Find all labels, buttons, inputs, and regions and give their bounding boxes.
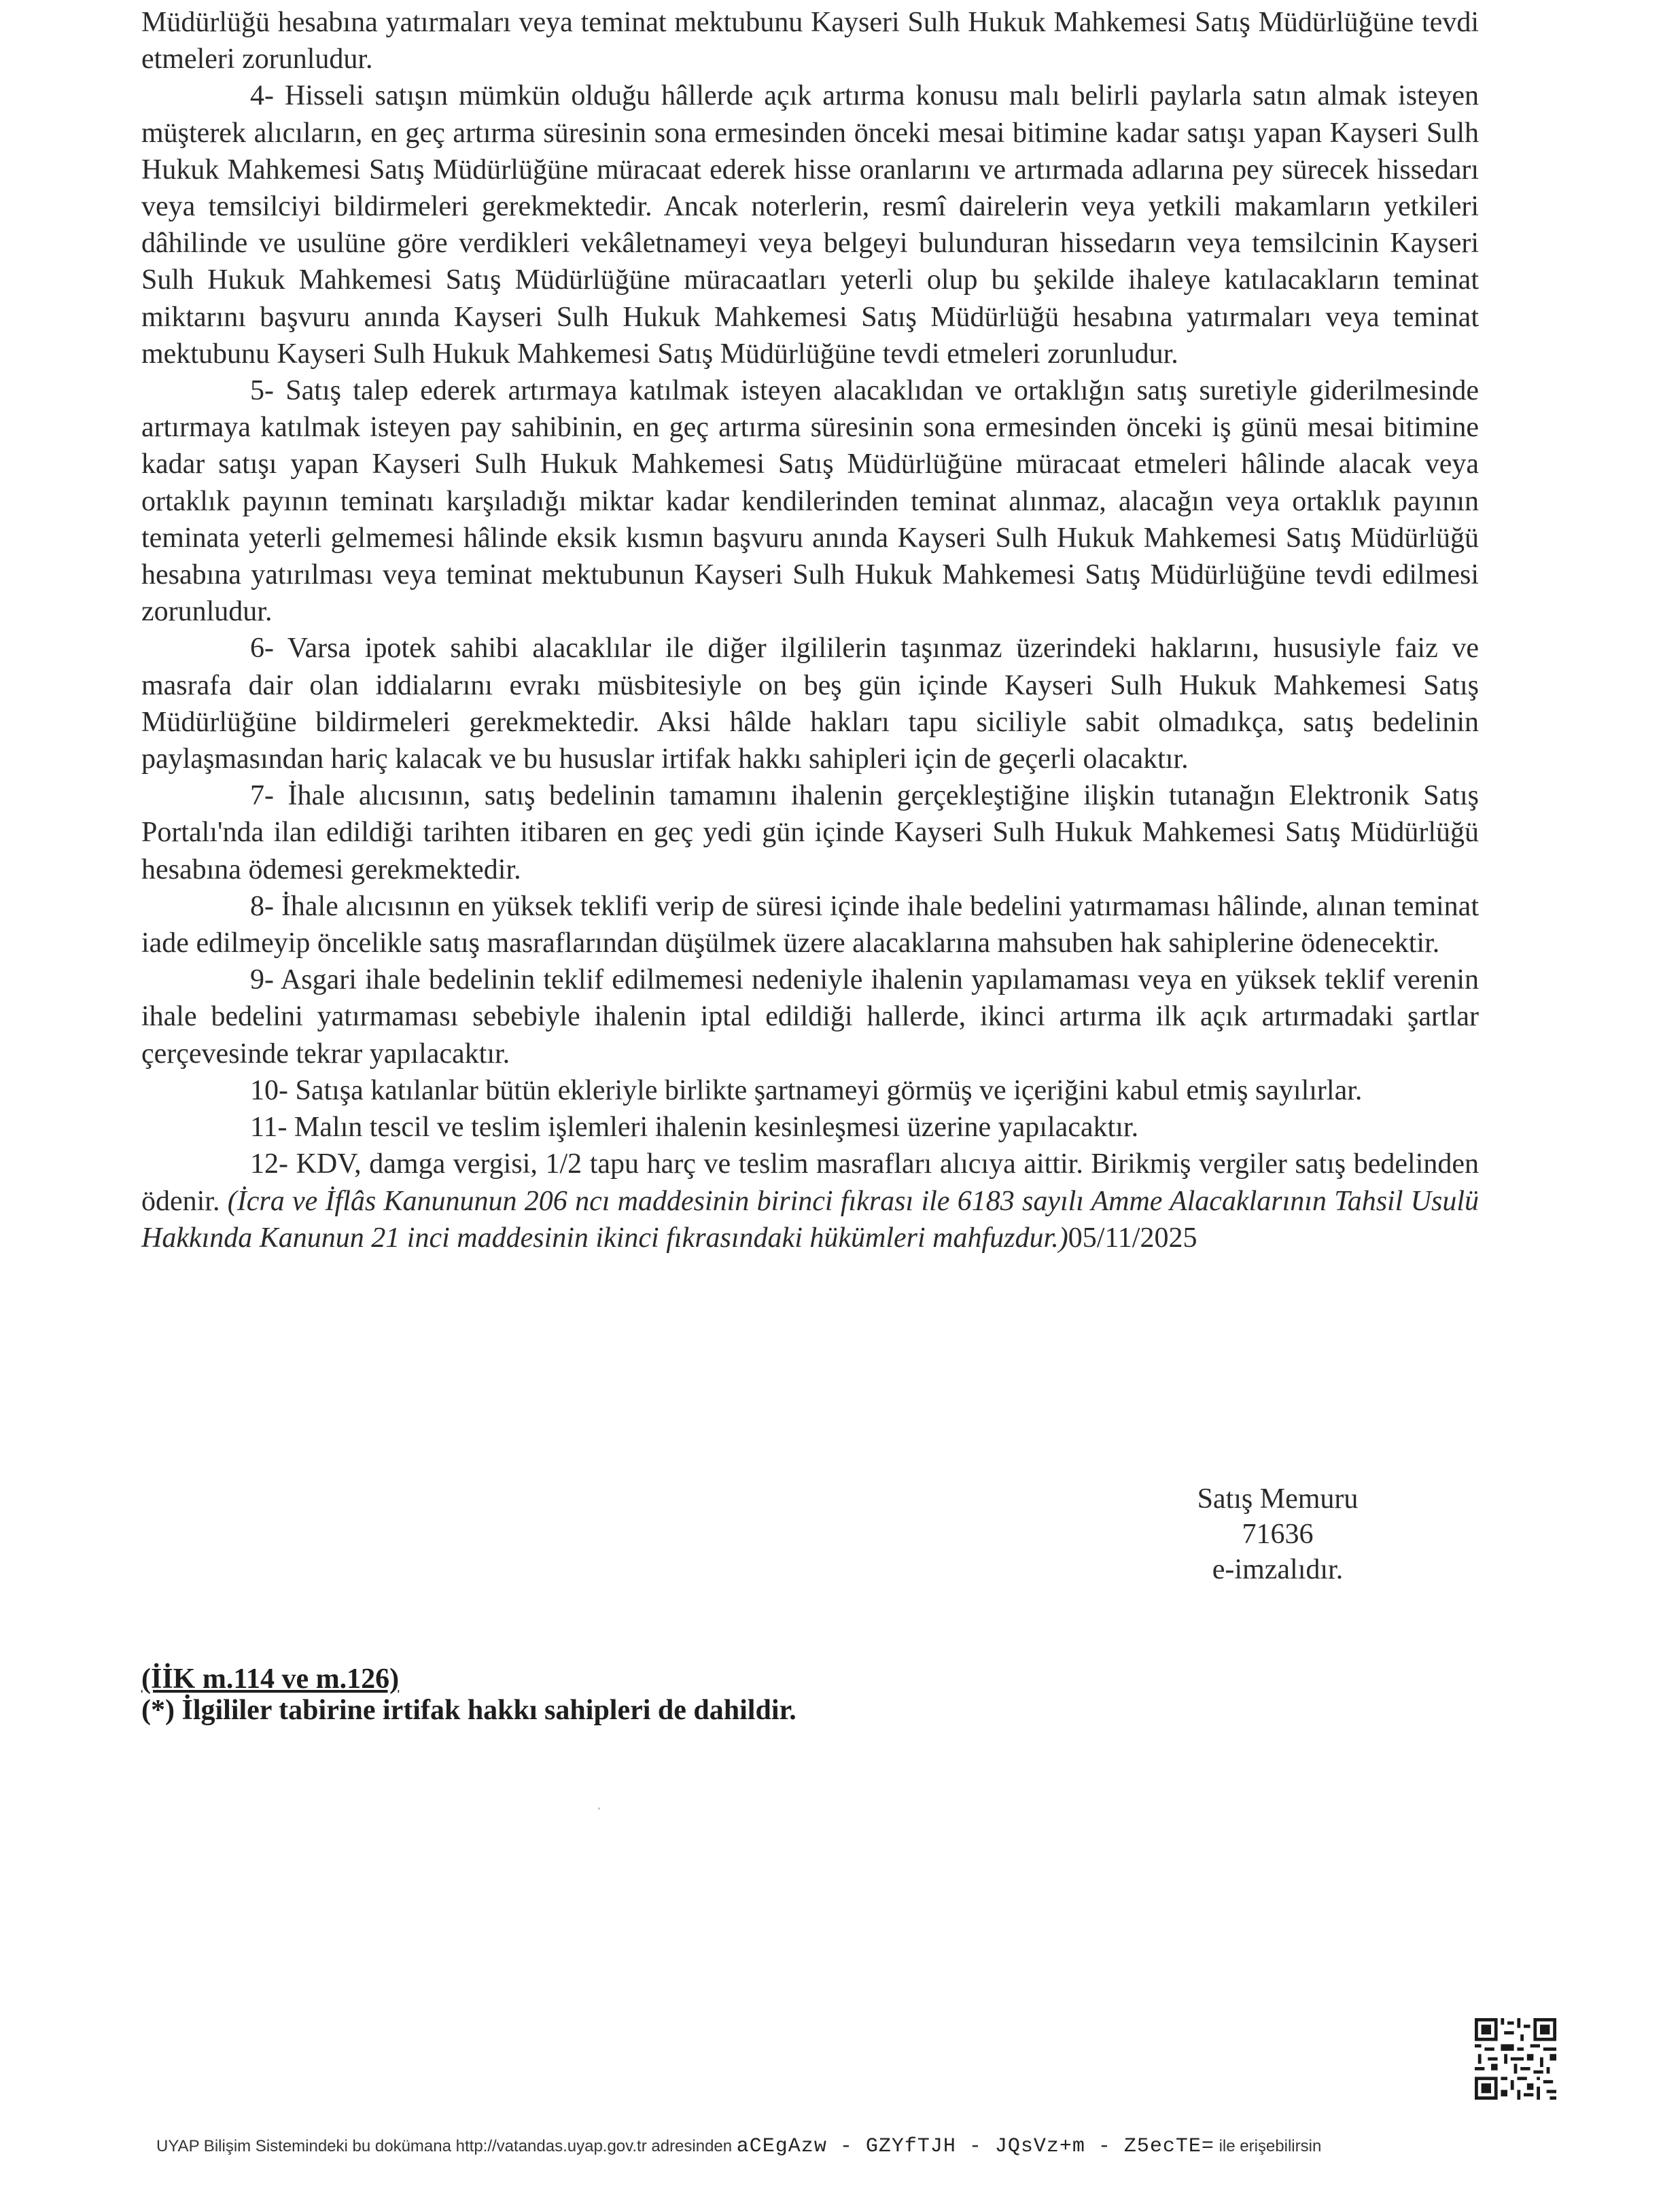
uyap-footer	[156, 2135, 1321, 2158]
scan-speck	[598, 1807, 600, 1810]
legal-reservation-italic: (İcra ve İflâs Kanununun 206 ncı maddesinin birinci fıkrası ile 6183 sayılı Amme Alacaklarının Tahsil Usulü Hakkında Kanunun 21 inci maddesinin ikinci fıkrasındaki hükümleri mahfuzdur.)	[141, 1185, 1480, 1254]
signature-title: Satış Memuru	[1197, 1483, 1359, 1515]
paragraph-continuation: Müdürlüğü hesabına yatırmaları veya teminat mektubunu Kayseri Sulh Hukuk Mahkemesi Satış Müdürlüğüne tevdi etmeleri zorunludur.	[141, 7, 1479, 75]
qr-code-icon	[1475, 2018, 1556, 2100]
paragraph-item-4: 4- Hisseli satışın mümkün olduğu hâllerde açık artırma konusu malı belirli paylarla satın almak isteyen müşterek alıcıların, en geç artırma süresinin sona ermesinden önceki mesai bitimine kadar satışı yapan Kayseri Sulh Hukuk Mahkemesi Satış Müdürlüğüne müracaat ederek hisse oranlarını ve artırmada adlarına pey sürecek hissedarı veya temsilciyi bildirmeleri gerekmektedir. Ancak noterlerin, resmî dairelerin veya yetkili makamların yetkileri dâhilinde ve usulüne göre verdikleri vekâletnameyi veya belgeyi bulunduran hissedarın veya temsilcinin Kayseri Sulh Hukuk Mahkemesi Satış Müdürlüğüne müracaatları yeterli olup bu şekilde ihaleye katılacakların teminat miktarını başvuru anında Kayseri Sulh Hukuk Mahkemesi Satış Müdürlüğü hesabına yatırmaları veya teminat mektubunu Kayseri Sulh Hukuk Mahkemesi Satış Müdürlüğüne tevdi etmeleri zorunludur.	[141, 80, 1479, 370]
legal-notes	[141, 1663, 797, 1726]
legal-note: (*) İlgililer tabirine irtifak hakkı sahipleri de dahildir.	[141, 1695, 797, 1726]
signature-note: e-imzalıdır.	[1212, 1554, 1344, 1585]
legal-reference: (İİK m.114 ve m.126)	[141, 1663, 400, 1695]
document-body	[141, 4, 1479, 1256]
paragraph-item-11: 11- Malın tescil ve teslim işlemleri ihalenin kesinleşmesi üzerine yapılacaktır.	[250, 1112, 1139, 1144]
paragraph-item-12	[141, 1146, 1479, 1256]
paragraph-item-12-text: 12- KDV, damga vergisi, 1/2 tapu harç ve teslim masrafları alıcıya aittir. Birikmiş vergiler satış bedelinden ödenir.	[141, 1148, 1479, 1217]
footer-suffix: ile erişebilirsin	[1219, 2137, 1322, 2155]
document-verification-code: aCEgAzw - GZYfTJH - JQsVz+m - Z5ecTE=	[736, 2135, 1214, 2158]
paragraph-item-10: 10- Satışa katılanlar bütün ekleriyle birlikte şartnameyi görmüş ve içeriğini kabul etmiş sayılırlar.	[250, 1074, 1363, 1106]
document-date: 05/11/2025	[1068, 1222, 1197, 1254]
paragraph-item-8: 8- İhale alıcısının en yüksek teklifi verip de süresi içinde ihale bedelini yatırmaması hâlinde, alınan teminat iade edilmeyip öncelikle satış masraflarından düşülmek üzere alacaklarına mahsuben hak sahiplerine ödenecektir.	[141, 890, 1479, 959]
paragraph-item-5: 5- Satış talep ederek artırmaya katılmak isteyen alacaklıdan ve ortaklığın satış suretiyle giderilmesinde artırmaya katılmak isteyen pay sahibinin, en geç artırma süresinin sona ermesinden önceki iş günü mesai bitimine kadar satışı yapan Kayseri Sulh Hukuk Mahkemesi Satış Müdürlüğüne müracaat etmeleri hâlinde alacak veya ortaklık payının teminatı karşıladığı miktar kadar kendilerinden teminat alınmaz, alacağın veya ortaklık payının teminata yeterli gelmemesi hâlinde eksik kısmın başvuru anında Kayseri Sulh Hukuk Mahkemesi Satış Müdürlüğü hesabına yatırılması veya teminat mektubunun Kayseri Sulh Hukuk Mahkemesi Satış Müdürlüğüne tevdi edilmesi zorunludur.	[141, 375, 1479, 628]
footer-prefix: UYAP Bilişim Sistemindeki bu dokümana http://vatandas.uyap.gov.tr adresinden	[156, 2137, 733, 2155]
signature-number: 71636	[1242, 1519, 1314, 1550]
signature-block	[1169, 1481, 1386, 1587]
paragraph-item-9: 9- Asgari ihale bedelinin teklif edilmemesi nedeniyle ihalenin yapılamaması veya en yüksek teklif verenin ihale bedelini yatırmaması sebebiyle ihalenin iptal edildiği hallerde, ikinci artırma ilk açık artırmadaki şartlar çerçevesinde tekrar yapılacaktır.	[141, 964, 1479, 1070]
paragraph-item-6: 6- Varsa ipotek sahibi alacaklılar ile diğer ilgililerin taşınmaz üzerindeki haklarını, hususiyle faiz ve masrafa dair olan iddialarını evrakı müsbitesiyle on beş gün içinde Kayseri Sulh Hukuk Mahkemesi Satış Müdürlüğüne bildirmeleri gerekmektedir. Aksi hâlde hakları tapu siciliyle sabit olmadıkça, satış bedelinin paylaşmasından hariç kalacak ve bu hususlar irtifak hakkı sahipleri için de geçerli olacaktır.	[141, 633, 1479, 775]
paragraph-item-7: 7- İhale alıcısının, satış bedelinin tamamını ihalenin gerçekleştiğine ilişkin tutanağın Elektronik Satış Portalı'nda ilan edildiği tarihten itibaren en geç yedi gün içinde Kayseri Sulh Hukuk Mahkemesi Satış Müdürlüğü hesabına ödemesi gerekmektedir.	[141, 780, 1479, 885]
